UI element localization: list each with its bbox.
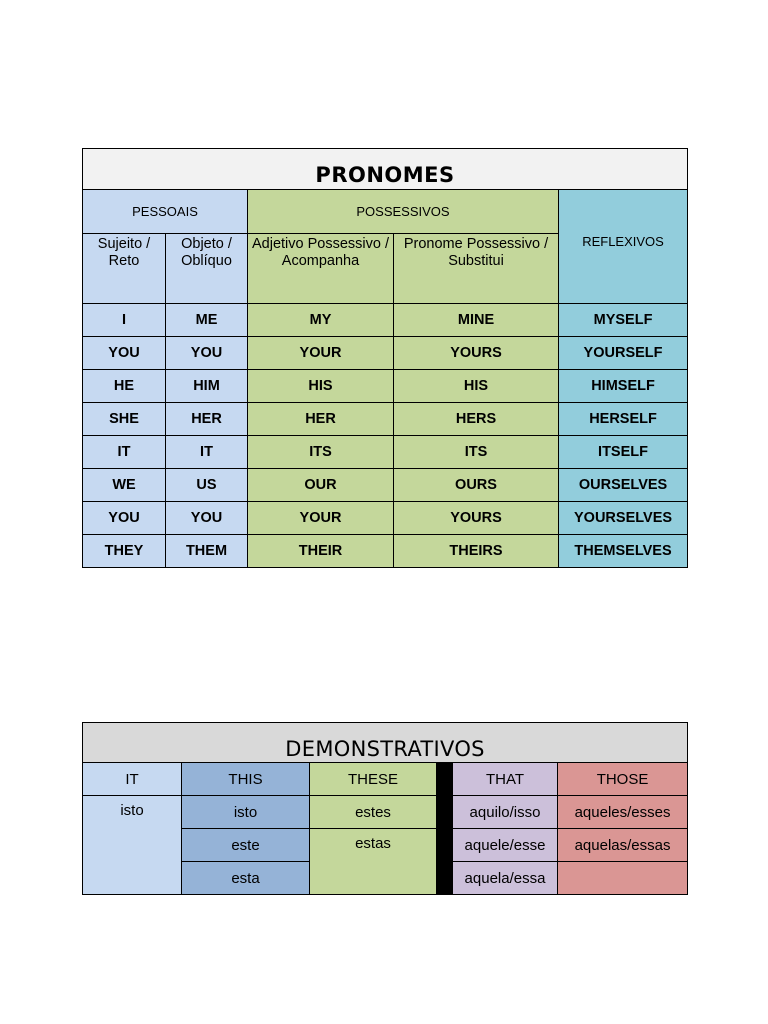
reflexivo-cell: HERSELF: [559, 403, 688, 436]
reflexivo-cell: YOURSELVES: [559, 502, 688, 535]
reflexivo-cell: ITSELF: [559, 436, 688, 469]
this-header: THIS: [182, 763, 310, 796]
sujeito-cell: I: [83, 304, 166, 337]
it-cell: isto: [83, 796, 182, 895]
pronoun-row: [83, 403, 688, 436]
pronome-cell: OURS: [394, 469, 559, 502]
sujeito-cell: HE: [83, 370, 166, 403]
pronome-header: Pronome Possessivo / Substitui: [394, 234, 559, 304]
sujeito-cell: YOU: [83, 502, 166, 535]
this-cell: esta: [182, 862, 310, 895]
reflexivo-cell: YOURSELF: [559, 337, 688, 370]
demonstrativos-table: [82, 722, 688, 895]
demonstrativos-title: DEMONSTRATIVOS: [83, 723, 688, 763]
reflexivos-header: REFLEXIVOS: [559, 190, 688, 304]
reflexivo-cell: THEMSELVES: [559, 535, 688, 568]
that-header: THAT: [453, 763, 558, 796]
pronoun-row: [83, 535, 688, 568]
pronome-cell: ITS: [394, 436, 559, 469]
these-header: THESE: [310, 763, 437, 796]
pronome-cell: HIS: [394, 370, 559, 403]
objeto-cell: HER: [166, 403, 248, 436]
adjetivo-cell: OUR: [248, 469, 394, 502]
reflexivo-cell: OURSELVES: [559, 469, 688, 502]
adjetivo-cell: THEIR: [248, 535, 394, 568]
pronome-cell: MINE: [394, 304, 559, 337]
this-cell: este: [182, 829, 310, 862]
adjetivo-header: Adjetivo Possessivo / Acompanha: [248, 234, 394, 304]
adjetivo-cell: HIS: [248, 370, 394, 403]
pronoun-row: [83, 304, 688, 337]
these-cell: estas: [310, 829, 437, 895]
pronome-cell: YOURS: [394, 337, 559, 370]
pronoun-row: [83, 370, 688, 403]
those-cell: aqueles/esses: [558, 796, 688, 829]
objeto-header: Objeto / Oblíquo: [166, 234, 248, 304]
sujeito-cell: YOU: [83, 337, 166, 370]
pessoais-header: PESSOAIS: [83, 190, 248, 234]
pronomes-table: [82, 148, 688, 568]
that-cell: aquele/esse: [453, 829, 558, 862]
reflexivo-cell: HIMSELF: [559, 370, 688, 403]
those-cell: aquelas/essas: [558, 829, 688, 862]
pronoun-row: [83, 337, 688, 370]
pronoun-row: [83, 469, 688, 502]
reflexivo-cell: MYSELF: [559, 304, 688, 337]
that-cell: aquela/essa: [453, 862, 558, 895]
objeto-cell: US: [166, 469, 248, 502]
sujeito-cell: IT: [83, 436, 166, 469]
these-cell: estes: [310, 796, 437, 829]
sujeito-header: Sujeito / Reto: [83, 234, 166, 304]
it-header: IT: [83, 763, 182, 796]
that-cell: aquilo/isso: [453, 796, 558, 829]
pronoun-row: [83, 436, 688, 469]
objeto-cell: IT: [166, 436, 248, 469]
sujeito-cell: SHE: [83, 403, 166, 436]
pronomes-title: PRONOMES: [83, 149, 688, 190]
objeto-cell: ME: [166, 304, 248, 337]
possessivos-header: POSSESSIVOS: [248, 190, 559, 234]
objeto-cell: YOU: [166, 337, 248, 370]
adjetivo-cell: MY: [248, 304, 394, 337]
sujeito-cell: WE: [83, 469, 166, 502]
adjetivo-cell: ITS: [248, 436, 394, 469]
objeto-cell: HIM: [166, 370, 248, 403]
sujeito-cell: THEY: [83, 535, 166, 568]
those-header: THOSE: [558, 763, 688, 796]
objeto-cell: THEM: [166, 535, 248, 568]
pronome-cell: THEIRS: [394, 535, 559, 568]
adjetivo-cell: YOUR: [248, 502, 394, 535]
objeto-cell: YOU: [166, 502, 248, 535]
pronoun-row: [83, 502, 688, 535]
pronome-cell: YOURS: [394, 502, 559, 535]
pronome-cell: HERS: [394, 403, 559, 436]
adjetivo-cell: YOUR: [248, 337, 394, 370]
this-cell: isto: [182, 796, 310, 829]
separator-column: [437, 763, 453, 895]
adjetivo-cell: HER: [248, 403, 394, 436]
those-cell-empty: [558, 862, 688, 895]
